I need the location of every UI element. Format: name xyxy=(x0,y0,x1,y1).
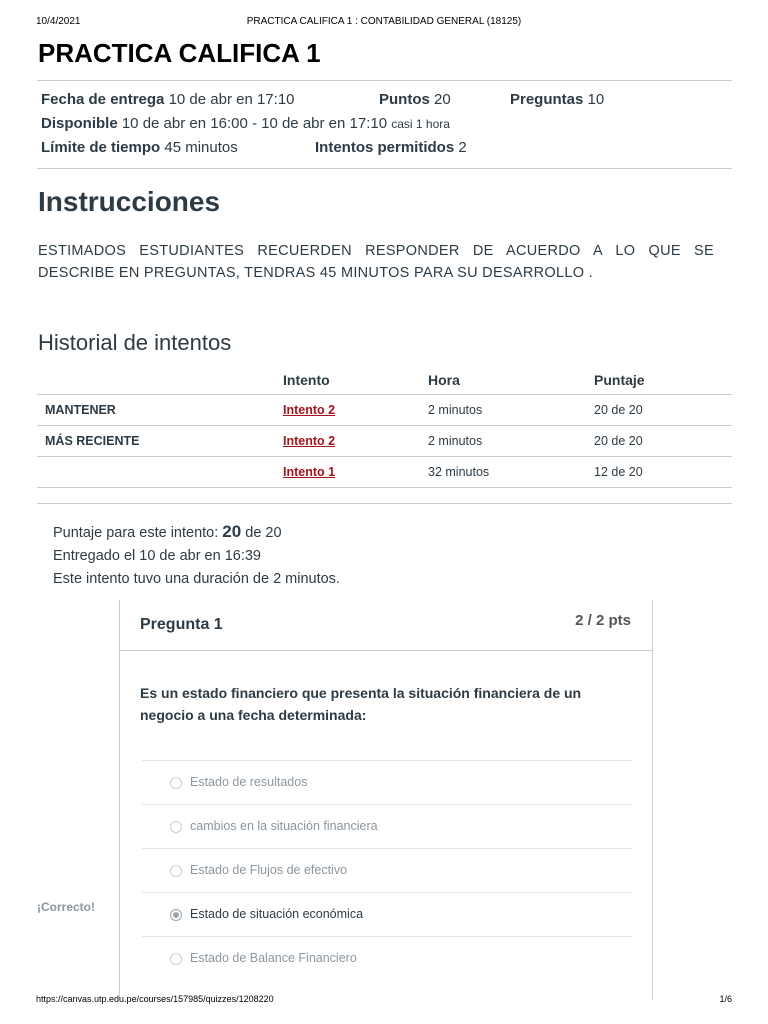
column-header-score: Puntaje xyxy=(594,366,732,395)
answer-option[interactable] xyxy=(142,848,632,892)
page-title: PRACTICA CALIFICA 1 xyxy=(38,38,321,68)
attempt-summary xyxy=(53,520,340,591)
score-prefix: Puntaje para este intento: xyxy=(53,525,219,541)
attempt-cell xyxy=(283,457,428,488)
available-label: Disponible xyxy=(41,115,118,132)
answer-label: cambios en la situación financiera xyxy=(190,819,378,833)
attempt-status: MANTENER xyxy=(37,395,283,426)
table-row xyxy=(37,395,732,426)
attempt-time: 2 minutos xyxy=(428,426,594,457)
column-header-time: Hora xyxy=(428,366,594,395)
answer-label: Estado de Flujos de efectivo xyxy=(190,863,348,877)
time-limit-label: Límite de tiempo xyxy=(41,139,161,156)
attempt-status: MÁS RECIENTE xyxy=(37,426,283,457)
question-text: Es un estado financiero que presenta la situación financiera de un negocio a una fecha determinada: xyxy=(140,685,582,723)
attempt-score: 20 de 20 xyxy=(594,426,732,457)
radio-button[interactable] xyxy=(170,821,182,833)
attempts-value: 2 xyxy=(458,139,467,156)
score-suffix: de 20 xyxy=(245,525,282,541)
question-header xyxy=(120,600,652,651)
instructions-heading: Instrucciones xyxy=(38,186,221,217)
attempt-cell xyxy=(283,395,428,426)
answer-label: Estado de resultados xyxy=(190,775,308,789)
attempt-score: 12 de 20 xyxy=(594,457,732,488)
attempt-link[interactable]: Intento 2 xyxy=(283,403,336,417)
divider xyxy=(37,80,732,81)
score-value: 20 xyxy=(222,522,242,541)
answer-label: Estado de situación económica xyxy=(190,907,364,921)
points-label: Puntos xyxy=(379,91,430,108)
questions-label: Preguntas xyxy=(510,91,584,108)
column-header-status xyxy=(37,366,283,395)
answer-option[interactable] xyxy=(142,936,632,980)
question-points: 2 / 2 pts xyxy=(575,612,631,629)
availability xyxy=(41,115,450,132)
question-card xyxy=(119,600,653,1000)
question-title: Pregunta 1 xyxy=(140,616,223,633)
attempt-score-line xyxy=(53,520,340,545)
table-header-row xyxy=(37,366,732,395)
available-note: casi 1 hora xyxy=(391,117,450,131)
answer-label: Estado de Balance Financiero xyxy=(190,951,357,965)
answer-option[interactable] xyxy=(142,760,632,804)
attempt-cell xyxy=(283,426,428,457)
due-date xyxy=(41,91,295,108)
radio-button[interactable] xyxy=(170,865,182,877)
radio-button[interactable] xyxy=(170,777,182,789)
attempt-score: 20 de 20 xyxy=(594,395,732,426)
answer-option-selected[interactable] xyxy=(142,892,632,936)
due-label: Fecha de entrega xyxy=(41,91,165,108)
table-row xyxy=(37,457,732,488)
attempts-label: Intentos permitidos xyxy=(315,139,455,156)
divider xyxy=(37,168,732,169)
points-info xyxy=(379,91,451,108)
answer-list xyxy=(142,760,632,980)
print-header-title: PRACTICA CALIFICA 1 : CONTABILIDAD GENERAL (18125) xyxy=(246,16,522,27)
column-header-attempt: Intento xyxy=(283,366,428,395)
submitted-text: Entregado el 10 de abr en 16:39 xyxy=(53,548,261,564)
instructions-text: ESTIMADOS ESTUDIANTES RECUERDEN RESPONDER DE ACUERDO A LO QUE SE DESCRIBE EN PREGUNTAS, TENDRAS 45 MINUTOS PARA SU DESARROLLO . xyxy=(38,243,714,281)
radio-button[interactable] xyxy=(170,953,182,965)
print-page-number: 1/6 xyxy=(719,994,732,1004)
history-heading: Historial de intentos xyxy=(38,330,232,355)
due-value: 10 de abr en 17:10 xyxy=(168,91,295,108)
duration-text: Este intento tuvo una duración de 2 minutos. xyxy=(53,571,340,587)
answer-option[interactable] xyxy=(142,804,632,848)
correct-answer-tag: ¡Correcto! xyxy=(37,900,96,914)
attempt-link[interactable]: Intento 2 xyxy=(283,434,336,448)
questions-value: 10 xyxy=(587,91,605,108)
print-url: https://canvas.utp.edu.pe/courses/157985/quizzes/1208220 xyxy=(36,994,274,1004)
time-limit xyxy=(41,139,238,156)
radio-button-checked[interactable] xyxy=(170,909,182,921)
divider xyxy=(37,503,732,504)
available-value: 10 de abr en 16:00 - 10 de abr en 17:10 xyxy=(121,115,388,132)
attempt-time: 2 minutos xyxy=(428,395,594,426)
attempt-history-table xyxy=(37,366,732,488)
attempts-allowed xyxy=(315,139,467,156)
print-date: 10/4/2021 xyxy=(36,16,81,27)
time-limit-value: 45 minutos xyxy=(164,139,238,156)
table-row xyxy=(37,426,732,457)
attempt-link[interactable]: Intento 1 xyxy=(283,465,336,479)
attempt-status xyxy=(37,457,283,488)
questions-info xyxy=(510,91,604,108)
attempt-time: 32 minutos xyxy=(428,457,594,488)
points-value: 20 xyxy=(434,91,451,108)
